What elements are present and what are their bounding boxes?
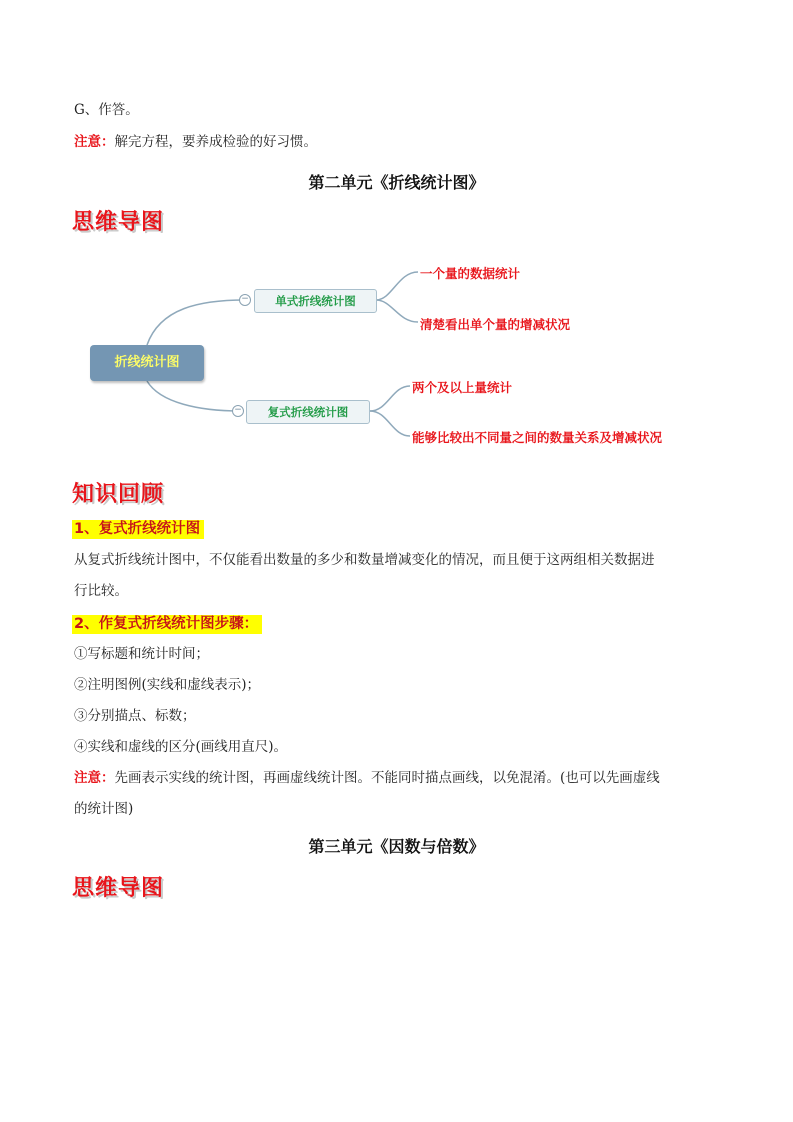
point1-heading-wrap bbox=[72, 517, 204, 538]
mindmap bbox=[80, 248, 720, 453]
note-text: 先画表示实线的统计图，再画虚线统计图。不能同时描点画线，以免混淆。(也可以先画虚线 bbox=[114, 770, 660, 786]
unit2-title: 第二单元《折线统计图》 bbox=[308, 173, 485, 192]
unit3-title: 第三单元《因数与倍数》 bbox=[308, 837, 485, 856]
unit2-review-heading: 知识回顾 bbox=[72, 482, 165, 507]
mindmap-leaf: 一个量的数据统计 bbox=[420, 266, 521, 281]
note-label: 注意： bbox=[74, 134, 115, 150]
mindmap-leaf: 清楚看出单个量的增减状况 bbox=[420, 317, 571, 332]
collapse-toggle-icon[interactable]: − bbox=[239, 294, 251, 306]
mindmap-leaf: 能够比较出不同量之间的数量关系及增减状况 bbox=[412, 430, 663, 445]
collapse-toggle-icon[interactable]: − bbox=[232, 405, 244, 417]
unit2-note-line1 bbox=[74, 768, 660, 788]
step-item: ③分别描点、标数； bbox=[74, 708, 196, 724]
point2-heading-wrap bbox=[72, 612, 262, 633]
mindmap-root-node: 折线统计图 bbox=[90, 345, 204, 381]
step-item: ②注明图例(实线和虚线表示)； bbox=[74, 677, 261, 693]
point1-text-line2: 行比较。 bbox=[74, 583, 128, 599]
note-paragraph bbox=[74, 132, 317, 152]
step-item: ①写标题和统计时间； bbox=[74, 646, 209, 662]
mindmap-branch-single: 单式折线统计图 bbox=[254, 289, 377, 313]
step-g-text: G、作答。 bbox=[74, 102, 139, 118]
note-text: 解完方程，要养成检验的好习惯。 bbox=[114, 134, 317, 150]
step-item: ④实线和虚线的区分(画线用直尺)。 bbox=[74, 739, 288, 755]
mindmap-leaf: 两个及以上量统计 bbox=[412, 380, 513, 395]
unit3-mindmap-heading: 思维导图 bbox=[72, 876, 165, 901]
point1-heading: 1、复式折线统计图 bbox=[72, 520, 204, 539]
unit2-mindmap-heading: 思维导图 bbox=[72, 210, 165, 235]
point2-heading: 2、作复式折线统计图步骤： bbox=[72, 615, 262, 634]
unit2-note-line2: 的统计图) bbox=[74, 801, 134, 817]
mindmap-branch-compound: 复式折线统计图 bbox=[246, 400, 370, 424]
point1-text-line1: 从复式折线统计图中，不仅能看出数量的多少和数量增减变化的情况，而且便于这两组相关数据进 bbox=[74, 552, 655, 568]
note-label: 注意： bbox=[74, 770, 115, 786]
